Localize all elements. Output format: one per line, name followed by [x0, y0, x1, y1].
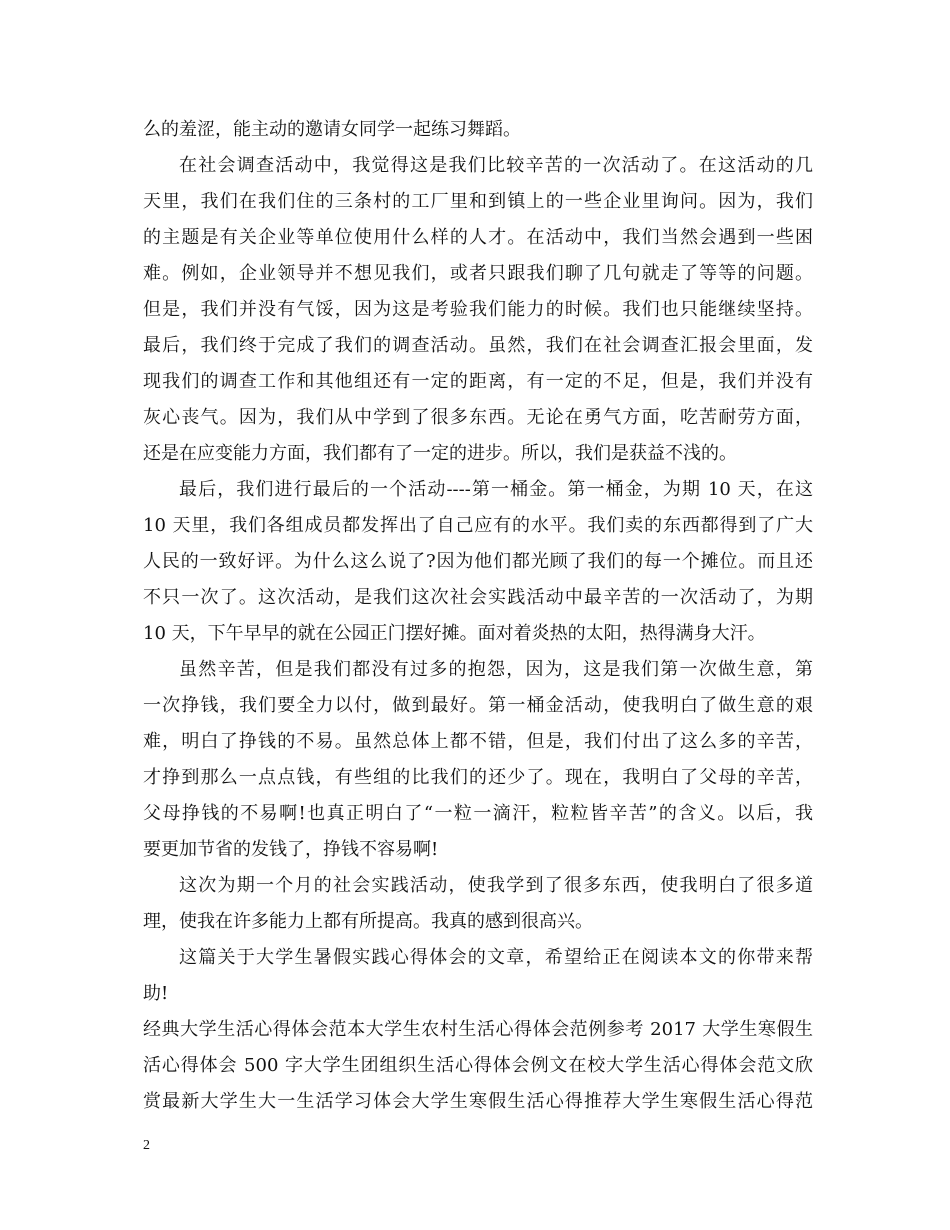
- text-line: 天里，我们在我们住的三条村的工厂里和到镇上的一些企业里询问。因为，我们: [143, 191, 813, 212]
- text-line: 活心得体会 500 字大学生团组织生活心得体会例文在校大学生活心得体会范文欣: [143, 1055, 813, 1076]
- text-line: 在社会调查活动中，我觉得这是我们比较辛苦的一次活动了。在这活动的几: [179, 155, 813, 176]
- text-line: 赏最新大学生大一生活学习体会大学生寒假生活心得推荐大学生寒假生活心得范: [143, 1091, 813, 1112]
- text-line: 人民的一致好评。为什么这么说了?因为他们都光顾了我们的每一个摊位。而且还: [143, 551, 813, 572]
- text-line: 这篇关于大学生暑假实践心得体会的文章，希望给正在阅读本文的你带来帮: [179, 947, 813, 968]
- text-line: 虽然辛苦，但是我们都没有过多的抱怨，因为，这是我们第一次做生意，第: [179, 659, 813, 680]
- text-line: 一次挣钱，我们要全力以付，做到最好。第一桶金活动，使我明白了做生意的艰: [143, 695, 813, 716]
- text-line: 么的羞涩，能主动的邀请女同学一起练习舞蹈。: [143, 119, 521, 140]
- text-line: 现我们的调查工作和其他组还有一定的距离，有一定的不足，但是，我们并没有: [143, 371, 813, 392]
- text-line: 难，明白了挣钱的不易。虽然总体上都不错，但是，我们付出了这么多的辛苦，: [143, 731, 813, 752]
- text-line: 这次为期一个月的社会实践活动，使我学到了很多东西，使我明白了很多道: [179, 875, 813, 896]
- text-line: 的主题是有关企业等单位使用什么样的人才。在活动中，我们当然会遇到一些困: [143, 227, 813, 248]
- text-line: 最后，我们进行最后的一个活动----第一桶金。第一桶金，为期 10 天，在这: [179, 479, 813, 500]
- text-line: 但是，我们并没有气馁，因为这是考验我们能力的时候。我们也只能继续坚持。: [143, 299, 813, 320]
- text-line: 理，使我在许多能力上都有所提高。我真的感到很高兴。: [143, 911, 593, 932]
- text-line: 经典大学生活心得体会范本大学生农村生活心得体会范例参考 2017 大学生寒假生: [143, 1019, 813, 1040]
- text-line: 最后，我们终于完成了我们的调查活动。虽然，我们在社会调查汇报会里面，发: [143, 335, 813, 356]
- text-line: 要更加节省的发钱了，挣钱不容易啊!: [143, 839, 439, 860]
- text-line: 助!: [143, 983, 169, 1004]
- text-line: 还是在应变能力方面，我们都有了一定的进步。所以，我们是获益不浅的。: [143, 443, 737, 464]
- text-line: 才挣到那么一点点钱，有些组的比我们的还少了。现在，我明白了父母的辛苦，: [143, 767, 813, 788]
- text-line: 10 天，下午早早的就在公园正门摆好摊。面对着炎热的太阳，热得满身大汗。: [143, 623, 766, 644]
- text-line: 难。例如，企业领导并不想见我们，或者只跟我们聊了几句就走了等等的问题。: [143, 263, 813, 284]
- text-line: 不只一次了。这次活动，是我们这次社会实践活动中最辛苦的一次活动了，为期: [143, 587, 813, 608]
- text-line: 父母挣钱的不易啊!也真正明白了“一粒一滴汗，粒粒皆辛苦”的含义。以后，我: [143, 803, 813, 824]
- text-line: 10 天里，我们各组成员都发挥出了自己应有的水平。我们卖的东西都得到了广大: [143, 515, 813, 536]
- page-number: 2: [143, 1138, 150, 1153]
- text-line: 灰心丧气。因为，我们从中学到了很多东西。无论在勇气方面，吃苦耐劳方面，: [143, 407, 813, 428]
